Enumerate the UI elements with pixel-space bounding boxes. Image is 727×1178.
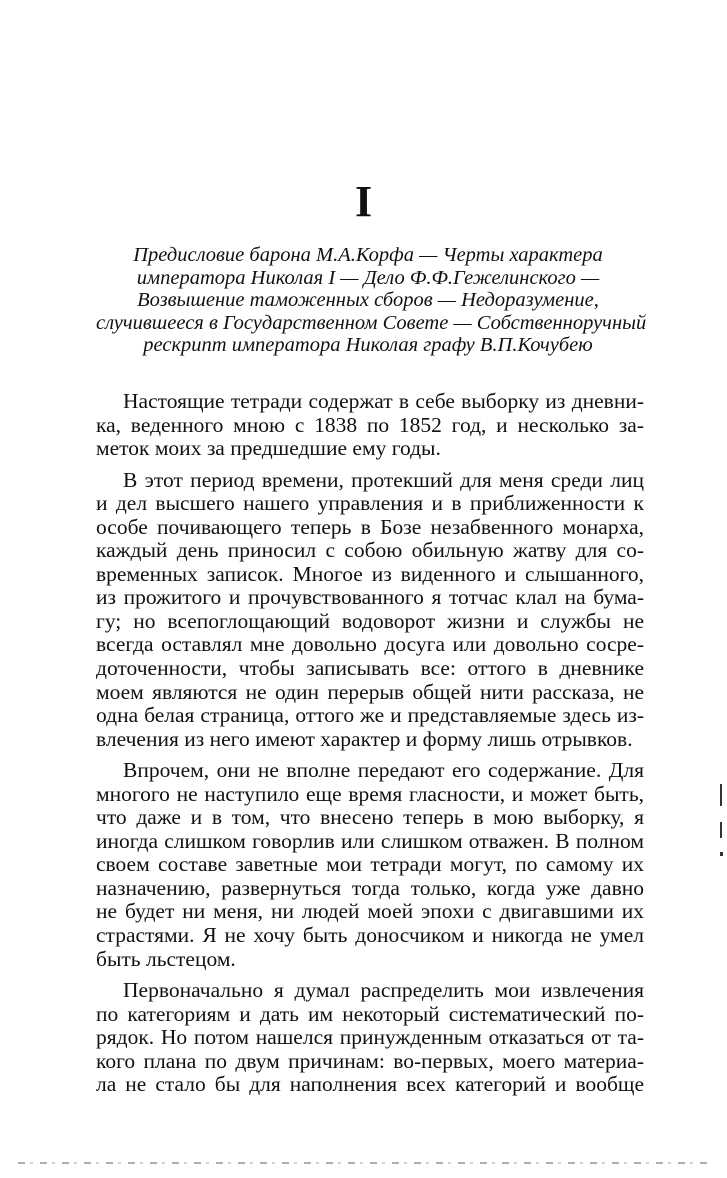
text-line: по категориям и дать им некоторый систематический по-: [96, 1001, 644, 1026]
text-line: быть льстецом.: [96, 946, 236, 971]
text-line: и дел высшего нашего управления и в приближенности к: [96, 491, 644, 516]
text-line: Настоящие тетради содержат в себе выборку из дневни-: [123, 389, 644, 413]
text-line: ла не стало бы для наполнения всех категорий и вообще: [96, 1072, 644, 1097]
chapter-synopsis: [96, 244, 647, 357]
text-line: из прожитого и прочувствованного я тотчас клал на бума-: [96, 585, 644, 610]
paragraph-4: [96, 979, 644, 1097]
text-line: не будет ни меня, ни людей моей эпохи с двигавшими их: [96, 899, 644, 924]
synopsis-line: рескрипт императора Николая графу В.П.Кочубею: [143, 334, 593, 357]
synopsis-line: императора Николая I — Дело Ф.Ф.Гежелинского —: [136, 266, 600, 289]
scan-edge-mark: [720, 822, 722, 838]
text-line: страстями. Я не хочу быть доносчиком и никогда не умел: [96, 923, 644, 948]
text-line: Первоначально я думал распределить мои извлечения: [123, 978, 644, 1003]
paragraph-3: [96, 759, 644, 971]
scan-bottom-noise: [18, 1162, 708, 1164]
scan-edge-mark: [720, 852, 723, 856]
text-line: рядок. Но потом нашелся принужденным отказаться от та-: [96, 1025, 644, 1050]
text-line: своем составе заветные мои тетради могут, по самому их: [96, 852, 644, 877]
text-line: моем являются не один перерыв общей нити рассказа, не: [96, 679, 644, 704]
text-line: временных записок. Многое из виденного и слышанного,: [96, 561, 644, 586]
scan-edge-mark: [720, 784, 722, 806]
synopsis-line: случившееся в Государственном Совете — Собственноручный: [96, 311, 647, 334]
text-line: В этот период времени, протекший для меня среди лиц: [123, 467, 644, 492]
text-line: Впрочем, они не вполне передают его содержание. Для: [123, 758, 644, 783]
text-line: что даже и в том, что внесено теперь в мою выборку, я: [96, 805, 644, 830]
text-line: гу; но всепоглощающий водоворот жизни и службы не: [96, 608, 644, 633]
text-line: назначению, развернуться тогда только, когда уже давно: [96, 875, 644, 900]
text-line: каждый день приносил с собою обильную жатву для со-: [96, 538, 644, 563]
text-line: многого не наступило еще время гласности, и может быть,: [96, 781, 644, 806]
paragraph-1: [96, 390, 644, 461]
paragraph-2: [96, 469, 644, 752]
text-line: ка, веденного мною с 1838 по 1852 год, и несколько за-: [96, 412, 644, 437]
body-text: [96, 390, 644, 1105]
chapter-number: I: [354, 177, 373, 226]
text-line: кого плана по двум причинам: во-первых, моего материа-: [96, 1048, 644, 1073]
synopsis-line: Предисловие барона М.А.Корфа — Черты характера: [133, 244, 603, 266]
text-line: иногда слишком говорлив или слишком отважен. В полном: [96, 828, 644, 853]
text-line: особе почивающего теперь в Бозе незабвенного монарха,: [96, 514, 644, 539]
text-line: влечения из него имеют характер и форму лишь отрывков.: [96, 726, 633, 751]
text-line: всегда оставлял мне довольно досуга или довольно сосре-: [96, 632, 644, 657]
text-line: одна белая страница, оттого же и представляемые здесь из-: [96, 703, 644, 728]
text-line: меток моих за предшедшие ему годы.: [96, 436, 441, 461]
synopsis-line: Возвышение таможенных сборов — Недоразумение,: [137, 289, 599, 312]
text-line: доточенности, чтобы записывать все: оттого в дневнике: [96, 656, 644, 681]
